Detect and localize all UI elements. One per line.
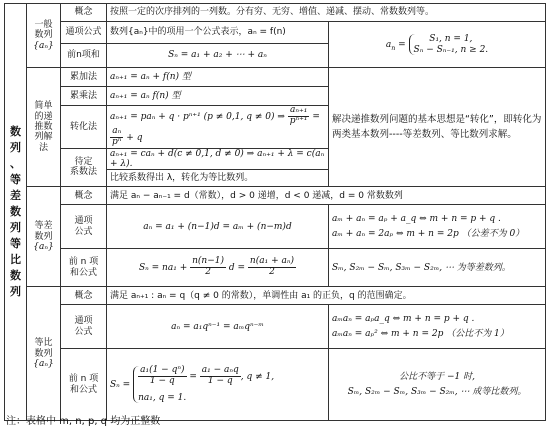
sequence-summary-table [4, 3, 546, 421]
geometric-group: 等比 数列 {aₙ} [27, 287, 61, 421]
arithmetic-group: 等差 数列 {aₙ} [27, 187, 61, 287]
general-side-case-2: Sₙ − Sₙ₋₁, n ≥ 2. [413, 44, 489, 55]
arithmetic-formula-text: aₙ = a₁ + (n−1)d = aₘ + (n−m)d [107, 205, 329, 249]
arithmetic-sum-side: Sₘ, S₂ₘ − Sₘ, S₃ₘ − S₂ₘ, ⋯ 为等差数列。 [329, 249, 546, 287]
multiply-text: aₙ₊₁ = aₙ f(n) 型 [107, 87, 329, 106]
arithmetic-formula-label: 通项 公式 [61, 205, 107, 249]
general-side-formula: $a_n$ = S₁, n = 1, Sₙ − Sₙ₋₁, n ≥ 2. [329, 22, 546, 68]
general-sum-text: Sₙ = a₁ + a₂ + ⋯ + aₙ [107, 44, 329, 68]
arithmetic-concept-label: 概念 [61, 187, 107, 205]
recursive-group: 简单 的递 推数 列解 法 [27, 68, 61, 187]
main-title-column: 数 列 、 等 差 数 列 等 比 数 列 [5, 4, 27, 421]
geometric-sum-label: 前 n 项 和公式 [61, 349, 107, 421]
undetermined-text: aₙ₊₁ = caₙ + d(c ≠ 0,1, d ≠ 0) ⇒ aₙ₊₁ + λ = c(aₙ + λ). [107, 148, 329, 170]
geometric-formula-side: aₘaₙ = aₚa_q ⇔ m + n = p + q . aₘaₙ = aₚ² ⇔ m + n = 2p （公比不为 1） [329, 305, 546, 349]
recursive-tip: 解决递推数列问题的基本思想是“转化”，即转化为两类基本数列----等差数列、等比数列求解。 [329, 68, 546, 187]
arithmetic-formula-side: aₘ + aₙ = aₚ + a_q ⇔ m + n = p + q . aₘ + aₙ = 2aₚ ⇔ m + n = 2p （公差不为 0） [329, 205, 546, 249]
accumulate-label: 累加法 [61, 68, 107, 87]
general-sequence-group: 一般 数列 {aₙ} [27, 4, 61, 68]
table-footnote: 注：表格中 m, n, p, q 均为正整数 [6, 416, 161, 427]
transform-text: aₙ₊₁ = paₙ + q · pⁿ⁺¹ (p ≠ 0,1, q ≠ 0) ⇒ $\frac{\text{aₙ₊₁}}{\text{pⁿ⁺¹}}$ = $\frac{\text{aₙ}}{\text{pⁿ}}$ + q [107, 106, 329, 149]
arithmetic-sum-text: Sₙ = na₁ + $\frac{n(n-1)}{2}$ d = $\frac{\text{n(a₁ + aₙ)}}{2}$ [107, 249, 329, 287]
geometric-concept-text: 满足 aₙ₊₁ : aₙ = q（q ≠ 0 的常数），单调性由 a₁ 的正负，q 的范围确定。 [107, 287, 546, 305]
undetermined-label: 待定 系数法 [61, 148, 107, 187]
general-concept-label: 概念 [61, 4, 107, 22]
undetermined-text-2: 比较系数得出 λ，转化为等比数列。 [107, 170, 329, 187]
arithmetic-sum-label: 前 n 项 和公式 [61, 249, 107, 287]
multiply-label: 累乘法 [61, 87, 107, 106]
general-formula-label: 通项公式 [61, 22, 107, 44]
geometric-formula-text: aₙ = a₁qⁿ⁻¹ = aₘqⁿ⁻ᵐ [107, 305, 329, 349]
geometric-sum-text: Sₙ = $\frac{\text{a₁(1 − qⁿ)}}{1 - q}$ = $\frac{\text{a₁ − aₙq}}{1 - q}$ , q ≠ 1, na₁, q = 1. [107, 349, 329, 421]
geometric-formula-label: 通项 公式 [61, 305, 107, 349]
general-formula-text: 数列{aₙ}中的项用一个公式表示，aₙ = f(n) [107, 22, 329, 44]
general-sum-label: 前n项和 [61, 44, 107, 68]
geometric-sum-side: 公比不等于 −1 时, Sₘ, S₂ₘ − Sₘ, S₃ₘ − S₂ₘ, ⋯ 成等比数列。 [329, 349, 546, 421]
arithmetic-concept-text: 满足 aₙ − aₙ₋₁ = d（常数），d > 0 递增，d < 0 递减，d = 0 常数数列 [107, 187, 546, 205]
general-side-case-1: S₁, n = 1, [429, 34, 473, 45]
geometric-concept-label: 概念 [61, 287, 107, 305]
general-concept-text: 按照一定的次序排列的一列数。分有穷、无穷、增值、递减、摆动、常数数列等。 [107, 4, 546, 22]
accumulate-text: aₙ₊₁ = aₙ + f(n) 型 [107, 68, 329, 87]
transform-label: 转化法 [61, 106, 107, 149]
